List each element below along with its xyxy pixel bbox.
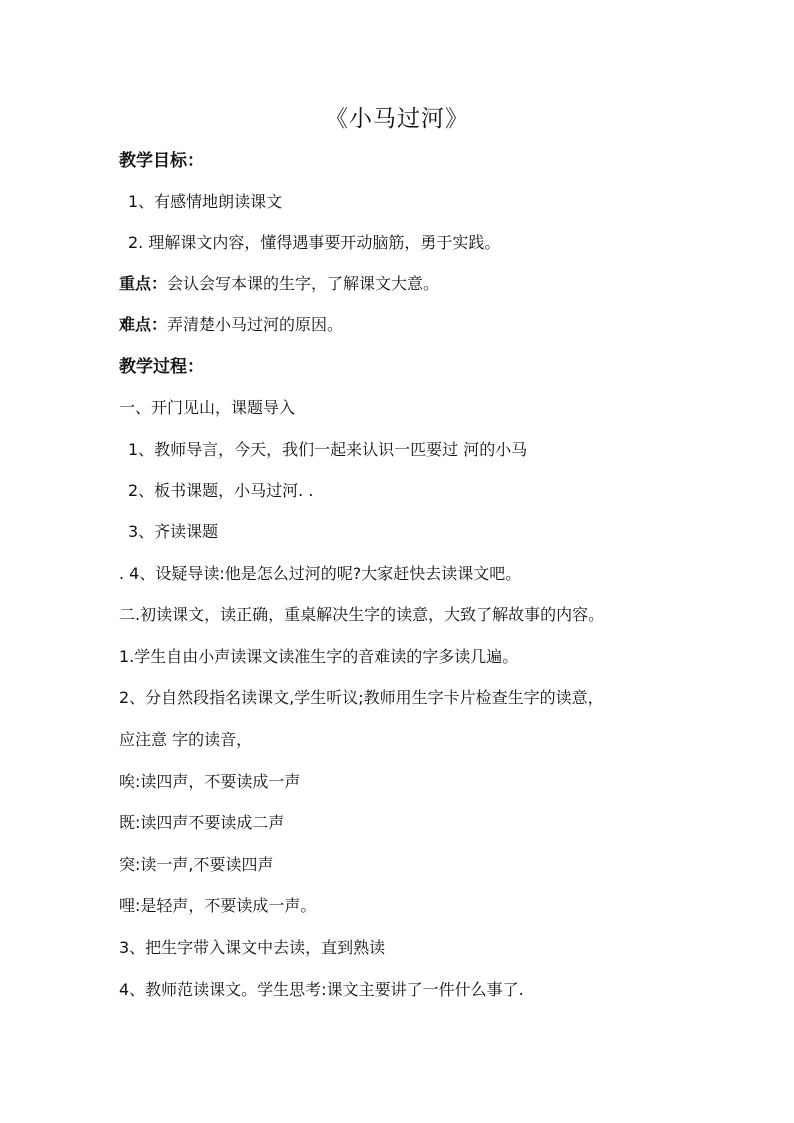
- process-line: 一、开门见山，课题导入: [119, 398, 296, 417]
- difficulty-label: 难点：: [119, 315, 168, 334]
- process-line: 2、板书课题，小马过河. .: [128, 481, 314, 500]
- process-line: 突:读一声,不要读四声: [119, 855, 274, 874]
- process-line: 3、把生字带入课文中去读，直到熟读: [119, 938, 386, 957]
- process-line: 应注意 字的读音，: [119, 730, 253, 749]
- key-point-text: 会认会写本课的生字，了解课文大意。: [167, 274, 440, 293]
- process-line: 二.初读课文，读正确，重桌解决生字的读意，大致了解故事的内容。: [119, 605, 605, 624]
- key-point: [119, 273, 439, 295]
- process-line: 哩:是轻声，不要读成一声。: [119, 896, 317, 915]
- process-line: 3、齐读课题: [128, 522, 219, 541]
- process-line: 4、教师范读课文。学生思考:课文主要讲了一件什么事了.: [119, 980, 524, 999]
- difficulty: [119, 314, 343, 336]
- process-heading: 教学过程：: [119, 357, 204, 377]
- process-line: 1.学生自由小声读课文读准生字的音难读的字多读几遍。: [119, 647, 519, 666]
- objectives-heading: 教学目标：: [119, 151, 204, 171]
- document-title: 《小马过河》: [325, 106, 469, 132]
- difficulty-text: 弄清楚小马过河的原因。: [167, 315, 344, 334]
- process-line: 既:读四声不要读成二声: [119, 813, 285, 832]
- process-line: . 4、设疑导读:他是怎么过河的呢?大家赶快去读课文吧。: [119, 564, 522, 583]
- objective-item: 2. 理解课文内容，懂得遇事要开动脑筋，勇于实践。: [128, 233, 501, 252]
- process-line: 2、分自然段指名读课文,学生听议;教师用生字卡片检查生字的读意，: [119, 688, 604, 707]
- process-line: 唉:读四声，不要读成一声: [119, 772, 301, 791]
- key-point-label: 重点：: [119, 274, 168, 293]
- objective-item: 1、有感情地朗读课文: [128, 192, 283, 211]
- process-line: 1、教师导言，今天，我们一起来认识一匹要过 河的小马: [128, 440, 528, 459]
